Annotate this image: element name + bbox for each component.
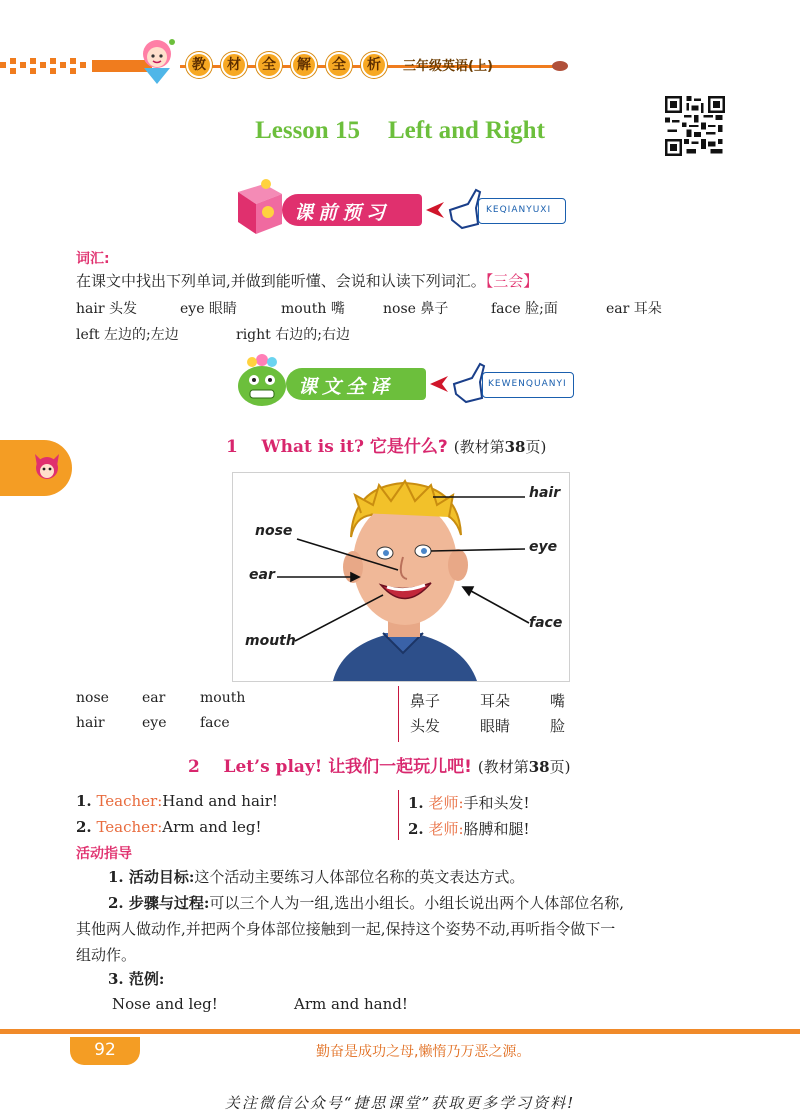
en-word: hair	[76, 715, 105, 731]
cube-mascot-icon	[232, 178, 288, 238]
dialogue-en-2: 2. Teacher:Arm and leg!	[76, 818, 262, 836]
vocab-word: right 右边的;右边	[236, 327, 350, 343]
cn-word: 脸	[550, 717, 566, 735]
lesson-title	[0, 117, 800, 145]
preview-banner	[232, 178, 568, 238]
cn-word: 眼睛	[480, 717, 511, 735]
lesson-number: Lesson 15	[255, 117, 360, 144]
green-monster-icon	[232, 352, 292, 412]
page-number: 92	[70, 1037, 140, 1065]
label-mouth: mouth	[245, 633, 296, 649]
vocab-row-1	[0, 298, 800, 320]
preview-banner-pinyin: KEQIANYUXI	[486, 205, 552, 215]
translation-banner	[232, 352, 576, 412]
series-char-3: 全	[256, 52, 282, 78]
face-illustration	[232, 472, 570, 682]
cn-word: 头发	[410, 717, 441, 735]
label-eye: eye	[529, 539, 558, 555]
cn-word: 耳朵	[480, 692, 511, 710]
section1-heading	[226, 432, 546, 457]
speaker-label: Teacher:	[96, 818, 163, 836]
en-word: eye	[142, 715, 167, 731]
vocab-word: hair 头发	[76, 301, 137, 317]
dialogue-divider	[398, 790, 399, 840]
boy-face-figure	[233, 473, 569, 681]
section1-ref: (教材第38页)	[453, 438, 547, 456]
footer-motto: 勤奋是成功之母,懒惰乃万恶之源。	[316, 1044, 531, 1060]
series-char-2: 材	[221, 52, 247, 78]
en-word: ear	[142, 690, 166, 706]
section1-title: What is it?	[261, 437, 364, 457]
vocab-instruction-line	[76, 270, 538, 292]
label-ear: ear	[249, 567, 275, 583]
cn-word: 嘴	[550, 692, 566, 710]
label-nose: nose	[255, 523, 293, 539]
footer-line	[0, 1029, 800, 1034]
speaker-label: 老师:	[428, 820, 464, 838]
example-1: Nose and leg!	[112, 995, 218, 1013]
section2-ref: (教材第38页)	[477, 758, 571, 776]
series-char-6: 析	[361, 52, 387, 78]
mascot-girl-icon	[132, 34, 182, 86]
speaker-label: 老师:	[428, 794, 464, 812]
guide-process-2: 其他两人做动作,并把两个身体部位接触到一起,保持这个姿势不动,再听指令做下一	[76, 920, 616, 938]
vocab-word: ear 耳朵	[606, 301, 662, 317]
translation-banner-pinyin: KEWENQUANYI	[488, 379, 567, 389]
vocab-word: face 脸;面	[491, 301, 558, 317]
vocab-heading: 词汇:	[76, 251, 110, 267]
vocab-word: nose 鼻子	[383, 301, 449, 317]
vocab-word: left 左边的;左边	[76, 327, 179, 343]
series-char-4: 解	[291, 52, 317, 78]
section1-title-cn: 它是什么?	[369, 437, 448, 457]
section2-heading	[188, 752, 570, 777]
section1-number: 1	[226, 437, 238, 457]
preview-banner-label: 课前预习	[294, 202, 391, 224]
vocab-word: mouth 嘴	[281, 301, 345, 317]
label-hair: hair	[529, 485, 561, 501]
series-char-1: 教	[186, 52, 212, 78]
label-face: face	[529, 615, 563, 631]
vocab-word: eye 眼睛	[180, 301, 237, 317]
en-word: face	[200, 715, 230, 731]
guide-heading: 活动指导	[76, 846, 132, 862]
guide-process-1: 2. 步骤与过程:可以三个人为一组,选出小组长。小组长说出两个人体部位名称,	[108, 894, 624, 912]
dialogue-cn-1: 1. 老师:手和头发!	[408, 794, 530, 812]
cn-word-table	[0, 690, 800, 742]
grade-label: 三年级英语(上)	[403, 59, 493, 74]
vocab-row-2	[0, 324, 800, 346]
vocab-tag: 【三会】	[485, 272, 539, 290]
vocab-instruction: 在课文中找出下列单词,并做到能听懂、会说和认读下列词汇。	[76, 272, 486, 290]
series-char-5: 全	[326, 52, 352, 78]
fox-mascot-icon	[32, 450, 62, 484]
translation-banner-label: 课文全译	[298, 376, 395, 398]
guide-goal: 1. 活动目标:这个活动主要练习人体部位名称的英文表达方式。	[108, 868, 525, 886]
lesson-name: Left and Right	[387, 117, 545, 144]
guide-process-3: 组动作。	[76, 946, 137, 964]
en-word: nose	[76, 690, 109, 706]
speaker-label: Teacher:	[96, 792, 163, 810]
cn-word: 鼻子	[410, 692, 441, 710]
promo-text: 关注微信公众号“捷思课堂”获取更多学习资料!	[224, 1094, 576, 1112]
header-band	[0, 58, 580, 74]
en-word: mouth	[200, 690, 246, 706]
dialogue-cn-2: 2. 老师:胳膊和腿!	[408, 820, 530, 838]
dialogue-en-1: 1. Teacher:Hand and hair!	[76, 792, 278, 810]
section2-title: Let’s play!	[223, 757, 323, 777]
guide-example-label: 3. 范例:	[108, 970, 165, 988]
section2-title-cn: 让我们一起玩儿吧!	[328, 757, 472, 777]
section2-number: 2	[188, 757, 200, 777]
example-2: Arm and hand!	[294, 995, 408, 1013]
